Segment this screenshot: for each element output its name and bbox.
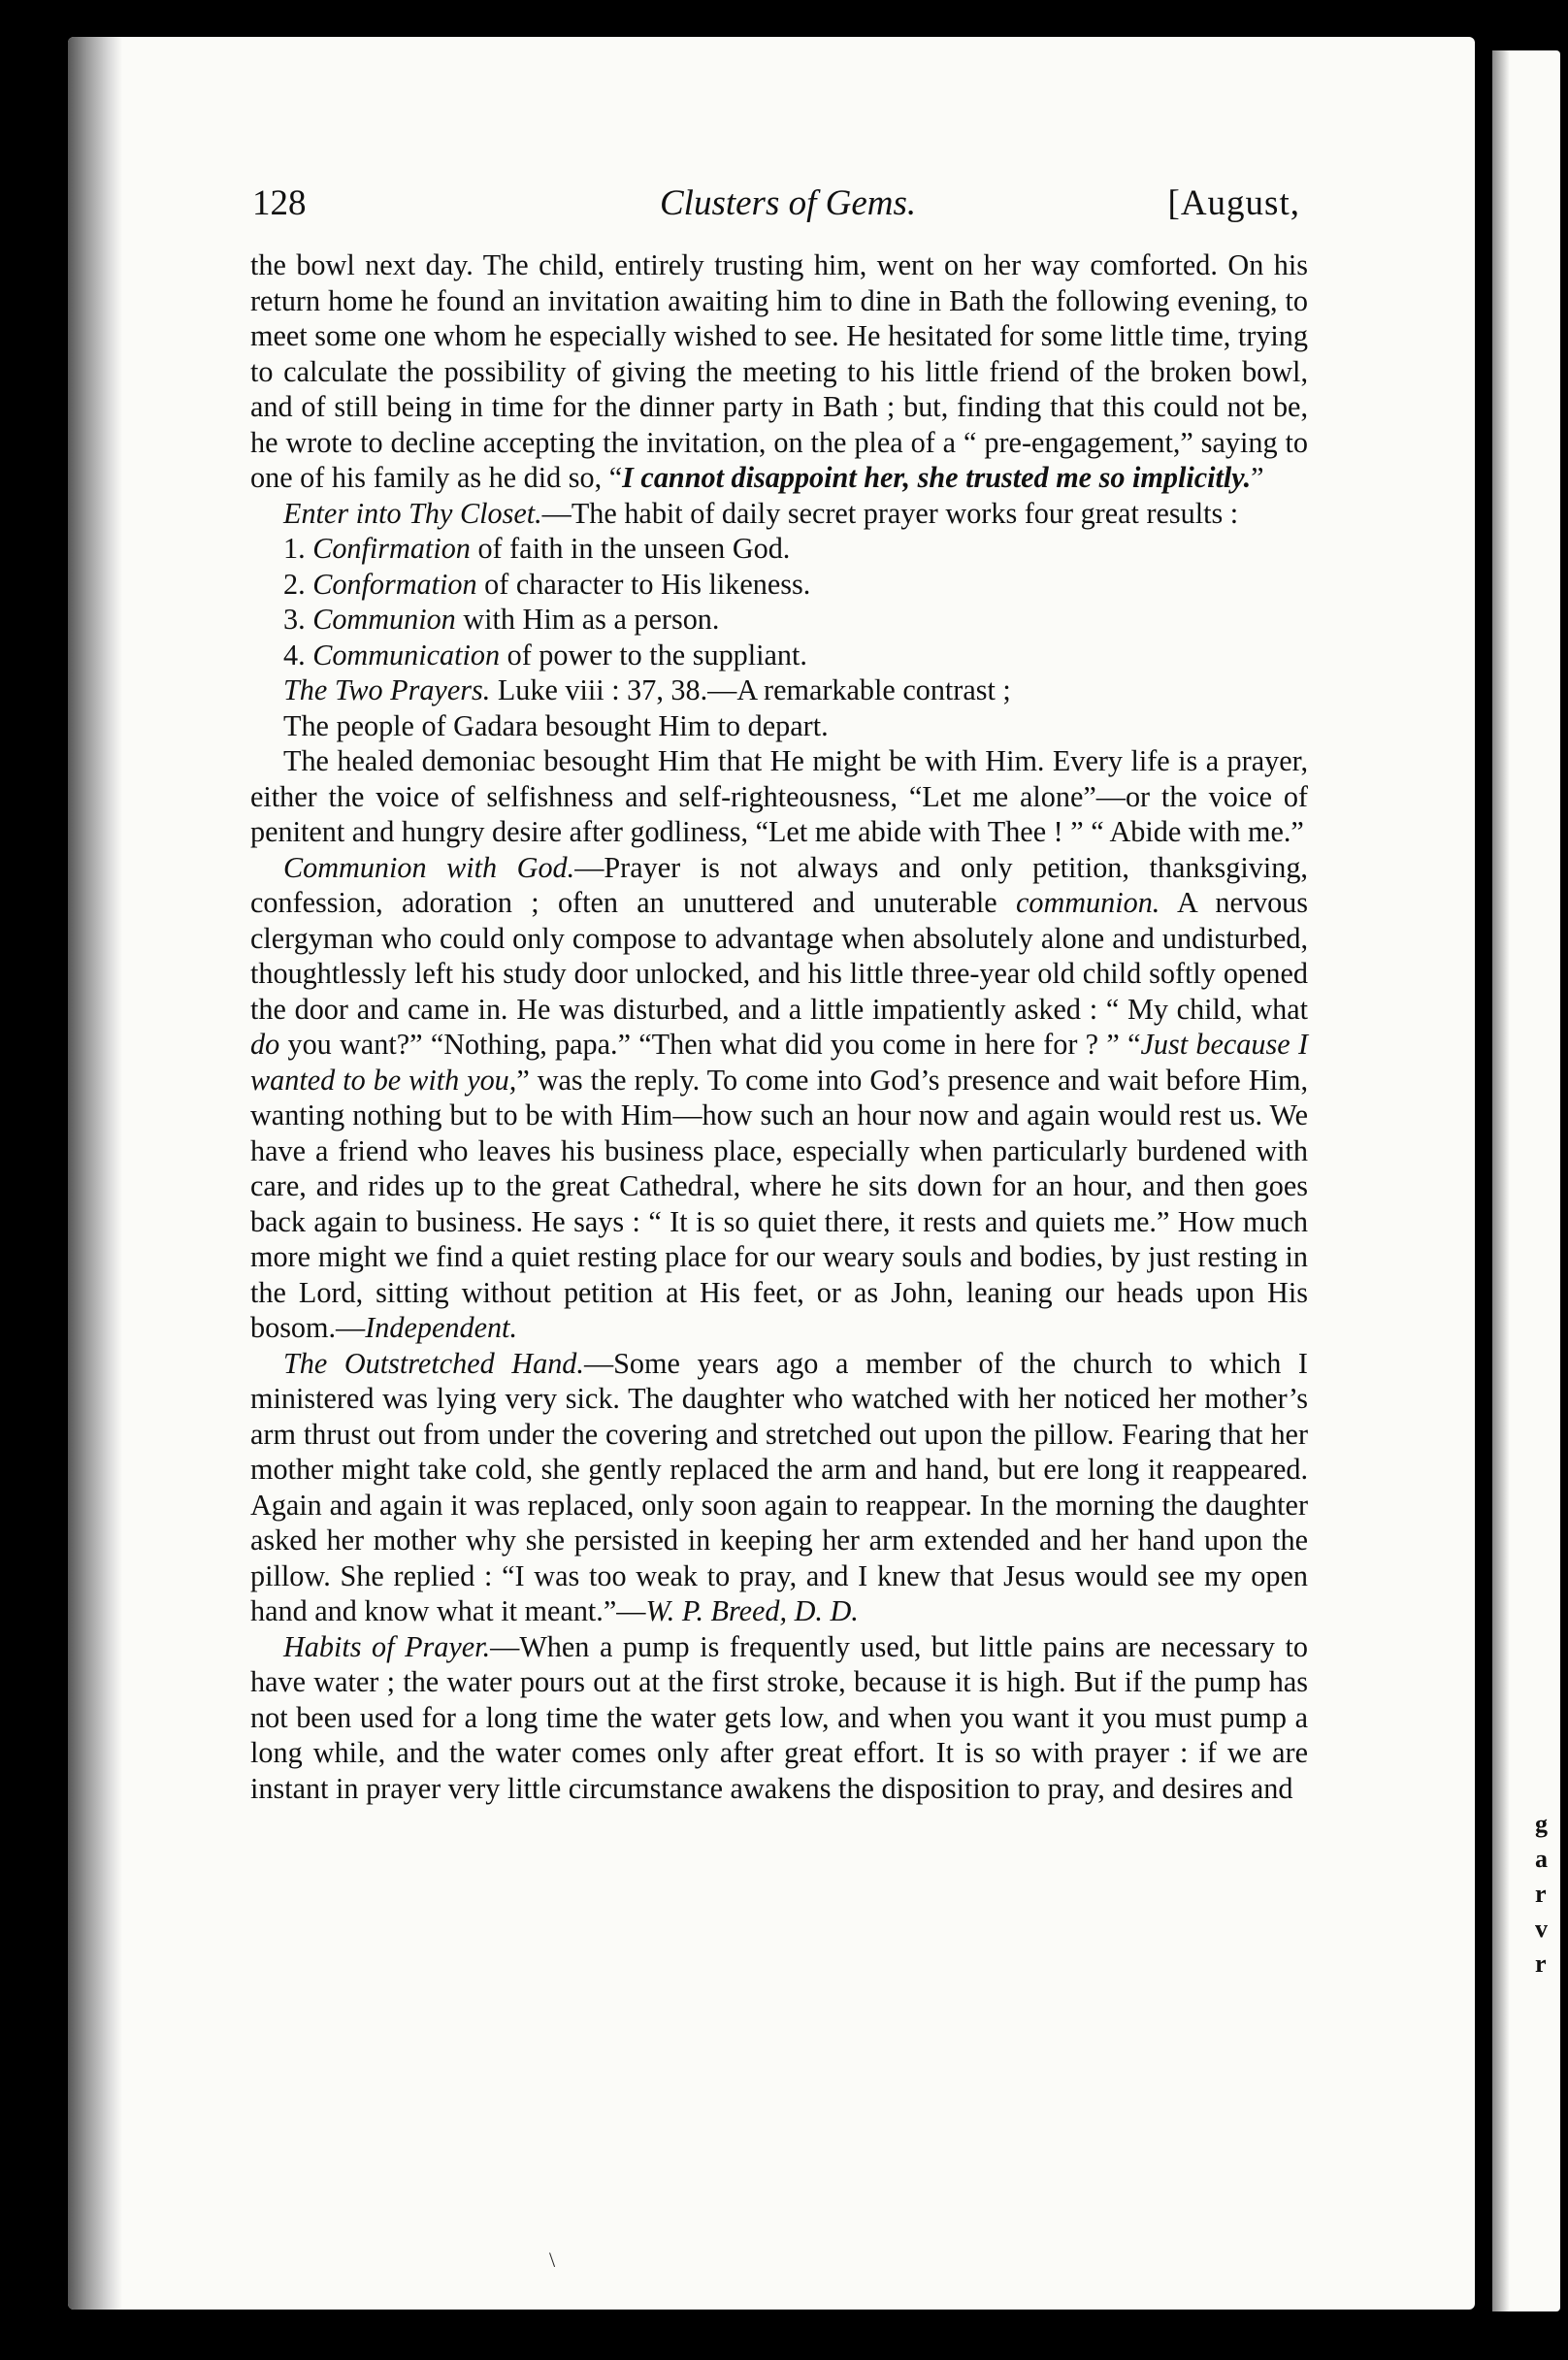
list-text: of power to the suppliant. [500,638,807,672]
adjacent-page-gutter [1492,50,1510,2311]
stray-mark: \ [549,2247,556,2272]
list-item [250,602,1308,638]
list-number: 4. [283,638,306,672]
communion-text: —Prayer is not always and only petition, thanksgiving, confession, adoration ; often an unuttered and unuterable [250,850,1308,919]
habits-heading: Habits of Prayer. [283,1629,491,1663]
list-term: Confirmation [312,532,471,565]
adjacent-letter: a [1535,1845,1548,1873]
bowl-close-quote: ” [1251,461,1264,494]
list-term: Communication [312,638,501,672]
list-term: Communion [312,603,456,636]
bowl-quote: I cannot disappoint her, she trusted me so implicitly. [622,461,1252,494]
communion-emphasis: do [250,1028,280,1061]
adjacent-letter: r [1535,1880,1547,1908]
paragraph-demoniac: The healed demoniac besought Him that He might be with Him. Every life is a prayer, either the voice of selfishness and self-righteousness, “Let me alone”—or the voice of penitent and hungry desire after godliness, “Let me abide with Thee ! ” “ Abide with me.” [250,744,1308,848]
binding-shadow [68,37,122,2310]
communion-emphasis: Just because I wanted to be with you, [250,1028,1308,1097]
closet-heading: Enter into Thy Closet. [283,496,542,530]
bowl-text: the bowl next day. The child, entirely trusting him, went on her way comforted. On his return home he found an invitation awaiting him to dine in Bath the following evening, to meet some one whom he especially wished to see. He hesitated for some little time, trying to calculate the possibility of giving the meeting to his little friend of the broken bowl, and of still being in time for the dinner party in Bath ; but, finding that this could not be, he wrote to decline accepting the invitation, on the plea of a “ pre-engagement,” saying to one of his family as he did so, “ [250,248,1308,494]
communion-heading: Communion with God. [283,850,575,884]
hand-text: —Some years ago a member of the church to which I ministered was lying very sick. The daughter who watched with her noticed her mother’s arm thrust out from under the covering and stretched out upon the pillow. Fearing that her mother might take cold, she gently replaced the arm and hand, but ere long it reappeared. Again and again it was replaced, only soon again to reappear. In the morning the daughter asked her mother why she persisted in keeping her arm extended and her hand upon the pillow. She replied : “I was too weak to pray, and I knew that Jesus would see my open hand and know what it meant.”— [250,1346,1308,1627]
adjacent-page-letters [1535,1807,1554,1982]
paragraph-habits [250,1629,1308,1807]
paragraph-bowl [250,247,1308,496]
paragraph-two-prayers [250,672,1308,708]
communion-text: you want?” “Nothing, papa.” “Then what did you come in here for ? ” “ [279,1028,1141,1061]
list-item [250,531,1308,567]
paragraph-closet [250,496,1308,532]
page-body [250,247,1308,1806]
hand-source: W. P. Breed, D. D. [645,1594,859,1627]
list-text: with Him as a person. [455,603,720,636]
adjacent-letter: g [1535,1810,1548,1838]
habits-text: —When a pump is frequently used, but little pains are necessary to have water ; the water pours out at the first stroke, because it is high. But if the pump has not been used for a long time the water gets low, and when you want it you must pump a long while, and the water comes only after great effort. It is so with prayer : if we are instant in prayer very little circumstance awakens the disposition to pray, and desires and [250,1629,1308,1805]
list-text: of faith in the unseen God. [470,532,791,565]
adjacent-page-edge [1492,50,1560,2311]
adjacent-letter: r [1535,1950,1547,1978]
list-item [250,567,1308,603]
hand-heading: The Outstretched Hand. [283,1346,584,1380]
two-prayers-heading: The Two Prayers. [283,673,491,706]
running-month: [August, [1167,183,1300,223]
paragraph-hand [250,1346,1308,1629]
page-header [252,175,1300,233]
list-number: 2. [283,567,306,601]
list-item [250,638,1308,673]
communion-source: Independent. [365,1311,517,1344]
list-term: Conformation [312,567,477,601]
paragraph-gadara: The people of Gadara besought Him to depart. [283,708,829,742]
list-number: 3. [283,603,306,636]
communion-emphasis: communion. [1015,886,1160,919]
paragraph-communion [250,850,1308,1346]
list-number: 1. [283,532,306,565]
communion-text: ” was the reply. To come into God’s presence and wait before Him, wanting nothing but to be with Him—how such an hour now and again would rest us. We have a friend who leaves his business place, especially when particularly burdened with care, and rides up to the great Cathedral, where he sits down for an hour, and then goes back again to business. He says : “ It is so quiet there, it rests and quiets me.” How much more might we find a quiet resting place for our weary souls and bodies, by just resting in the Lord, sitting without petition at His feet, or as John, leaning our heads upon His bosom.— [250,1063,1308,1344]
page-number: 128 [252,183,307,223]
running-title: Clusters of Gems. [660,183,917,223]
two-prayers-text: Luke viii : 37, 38.—A remarkable contrast ; [490,673,1011,706]
closet-text: —The habit of daily secret prayer works four great results : [541,496,1239,530]
list-text: of character to His likeness. [476,567,811,601]
adjacent-letter: v [1535,1915,1548,1943]
communion-text: A nervous clergyman who could only compose to advantage when absolutely alone and undisturbed, thoughtlessly left his study door unlocked, and his little three-year old child softly opened the door and came in. He was disturbed, and a little impatiently asked : “ My child, what [250,886,1309,1026]
